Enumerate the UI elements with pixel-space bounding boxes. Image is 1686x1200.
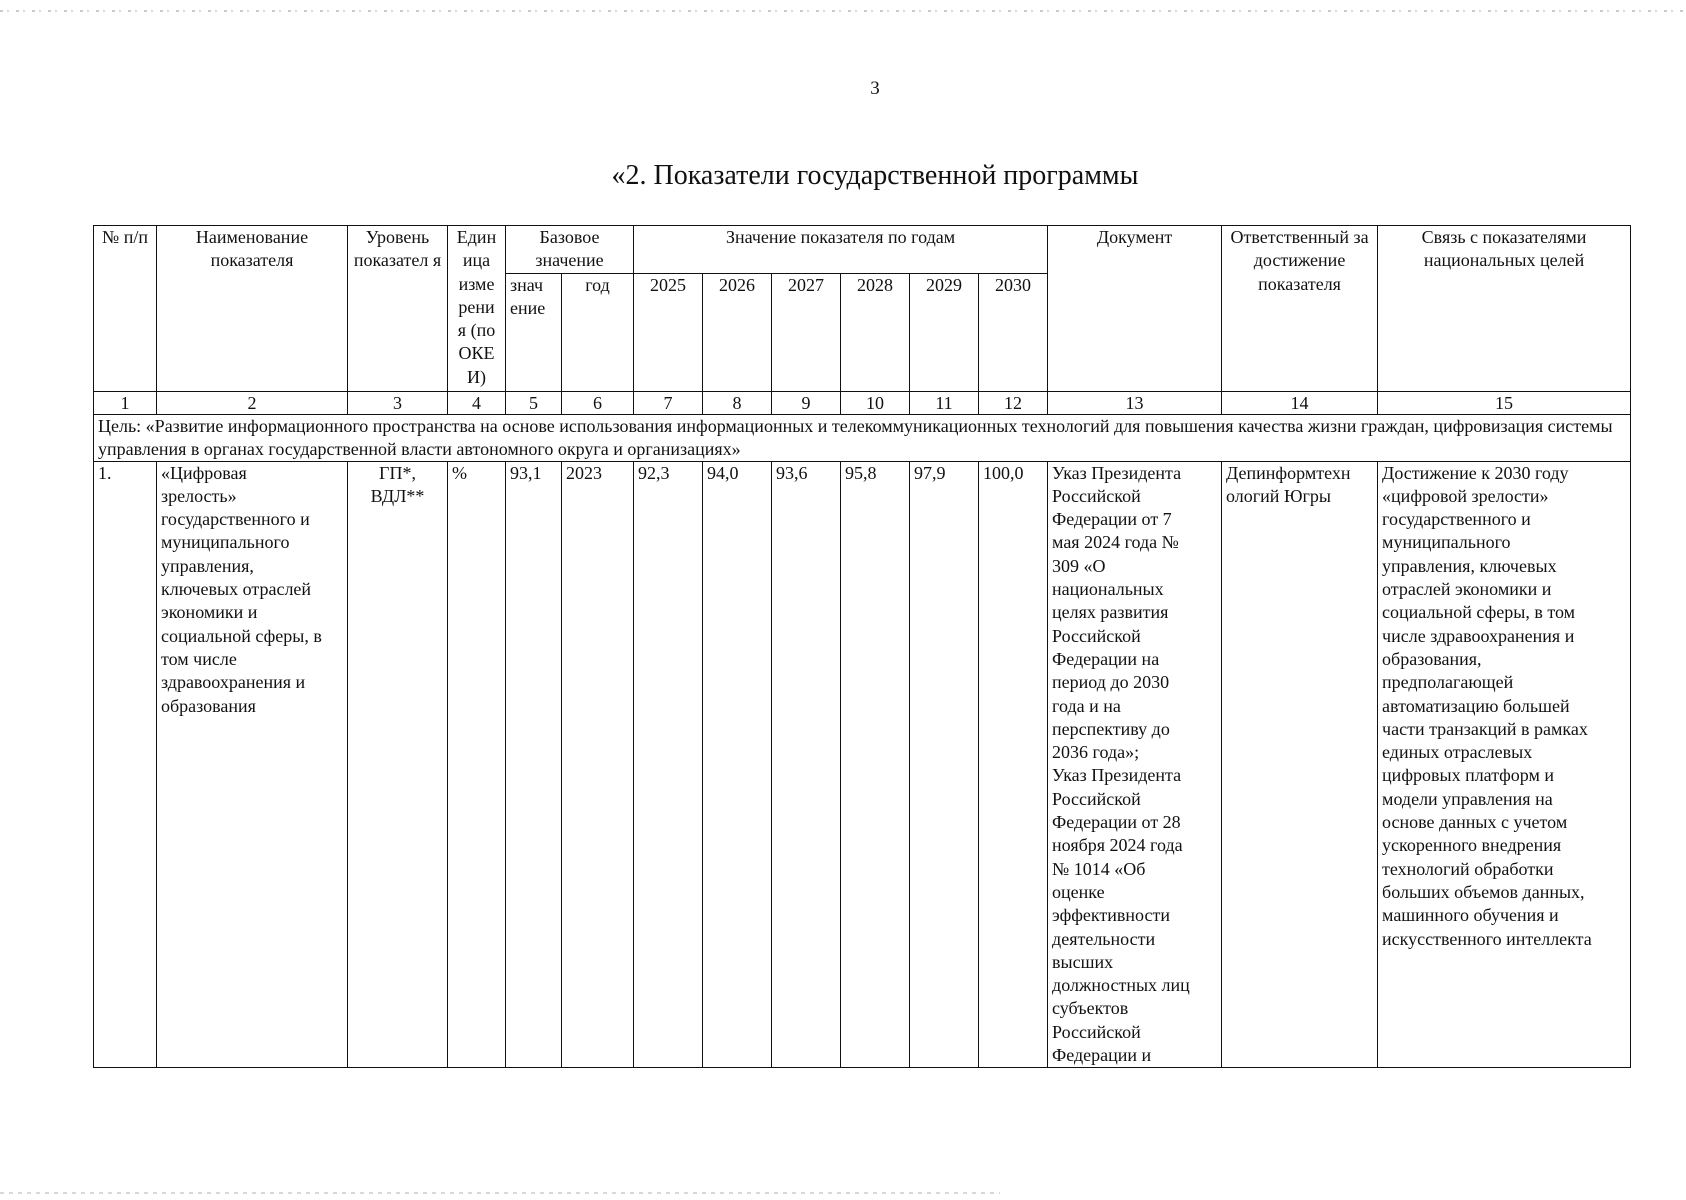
page-title: «2. Показатели государственной программы: [611, 160, 1139, 191]
column-number: 6: [562, 391, 634, 414]
cell-base-value: 93,1: [506, 461, 562, 1068]
header-year-2026: 2026: [703, 273, 772, 391]
cell-unit: %: [448, 461, 506, 1068]
header-name: Наименование показателя: [157, 226, 348, 392]
column-number: 13: [1048, 391, 1222, 414]
cell-value-2026: 94,0: [703, 461, 772, 1068]
header-level: Уровень показател я: [348, 226, 448, 392]
header-unit: Един ица изме рени я (по ОКЕ И): [448, 226, 506, 392]
cell-value-2025: 92,3: [634, 461, 703, 1068]
column-number: 5: [506, 391, 562, 414]
header-by-years: Значение показателя по годам: [634, 226, 1048, 274]
column-number: 8: [703, 391, 772, 414]
header-link: Связь с показателями национальных целей: [1378, 226, 1631, 392]
column-number: 11: [910, 391, 979, 414]
header-year-2027: 2027: [772, 273, 841, 391]
column-number: 15: [1378, 391, 1631, 414]
cell-document: Указ Президента Российской Федерации от 7 мая 2024 года № 309 «О национальных целях развития Российской Федерации на период до 2030 года и на перспективу до 2036 года»; Указ Президента Российской Федерации от 28 ноября 2024 года № 1014 «Об оценке эффективности деятельности высших должностных лиц субъектов Российской Федерации и: [1048, 461, 1222, 1068]
table-row: [94, 461, 1631, 1068]
header-responsible: Ответственный за достижение показателя: [1222, 226, 1378, 392]
column-number: 12: [979, 391, 1048, 414]
column-number: 10: [841, 391, 910, 414]
cell-value-2030: 100,0: [979, 461, 1048, 1068]
header-year-2025: 2025: [634, 273, 703, 391]
cell-base-year: 2023: [562, 461, 634, 1068]
column-number: 3: [348, 391, 448, 414]
cell-indicator-name: «Цифровая зрелость» государственного и муниципального управления, ключевых отраслей экономики и социальной сферы, в том числе здравоохранения и образования: [157, 461, 348, 1068]
header-base-value: знач ение: [506, 273, 562, 391]
indicators-table: [93, 225, 1631, 1068]
cell-value-2029: 97,9: [910, 461, 979, 1068]
header-document: Документ: [1048, 226, 1222, 392]
cell-responsible: Депинформтехн ологий Югры: [1222, 461, 1378, 1068]
column-number: 9: [772, 391, 841, 414]
goal-row: [94, 414, 1631, 461]
column-number: 14: [1222, 391, 1378, 414]
column-number: 4: [448, 391, 506, 414]
header-base: Базовое значение: [506, 226, 634, 274]
header-year-2028: 2028: [841, 273, 910, 391]
header-year-2030: 2030: [979, 273, 1048, 391]
cell-value-2028: 95,8: [841, 461, 910, 1068]
scan-edge-bottom: [0, 1192, 1000, 1194]
scan-edge-top: [0, 10, 1686, 12]
page-number: 3: [870, 78, 880, 99]
cell-level: ГП*, ВДЛ**: [348, 461, 448, 1068]
cell-value-2027: 93,6: [772, 461, 841, 1068]
column-number: 2: [157, 391, 348, 414]
header-base-year: год: [562, 273, 634, 391]
cell-national-goals-link: Достижение к 2030 году «цифровой зрелости» государственного и муниципального управления, ключевых отраслей экономики и социальной сферы, в том числе здравоохранения и образования, предполагающей автоматизацию большей части транзакций в рамках единых отраслевых цифровых платформ и модели управления на основе данных с учетом ускоренного внедрения технологий обработки больших объемов данных, машинного обучения и искусственного интеллекта: [1378, 461, 1631, 1068]
header-row-1: [94, 226, 1631, 274]
column-number-row: [94, 391, 1631, 414]
header-num: № п/п: [94, 226, 157, 392]
column-number: 7: [634, 391, 703, 414]
header-year-2029: 2029: [910, 273, 979, 391]
goal-text: Цель: «Развитие информационного пространства на основе использования информационных и телекоммуникационных технологий для повышения качества жизни граждан, цифровизация системы управления в органах государственной власти автономного округа и организациях»: [94, 414, 1631, 461]
column-number: 1: [94, 391, 157, 414]
cell-num: 1.: [94, 461, 157, 1068]
